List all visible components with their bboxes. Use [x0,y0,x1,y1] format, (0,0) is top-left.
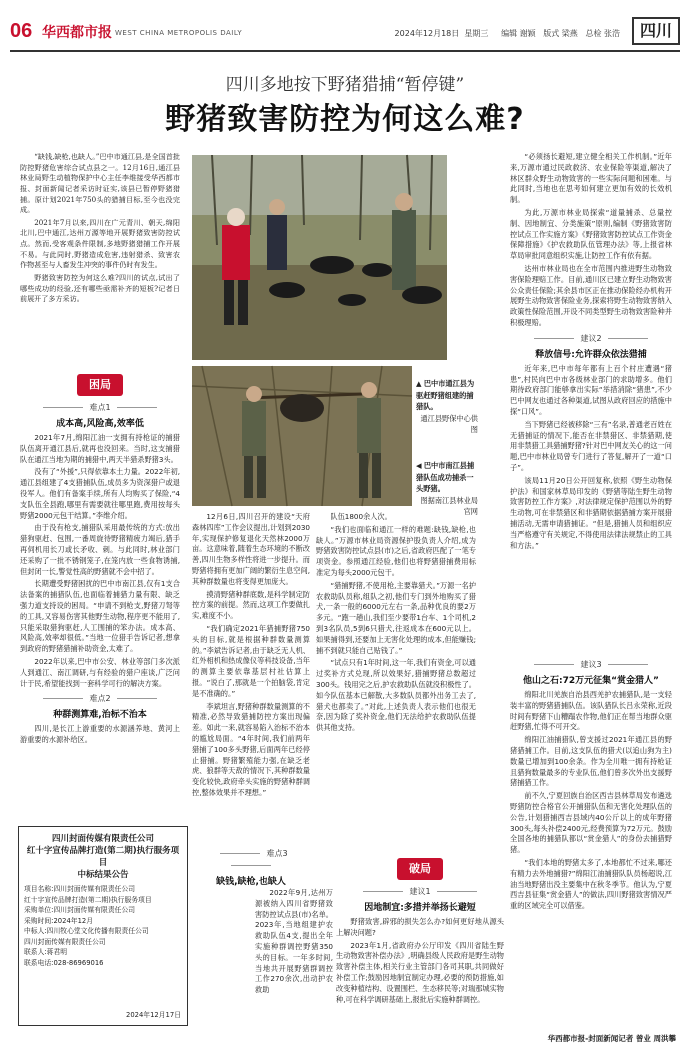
page-number: 06 [10,20,33,42]
body-paragraph: “猎捕野猪,不使用枪,主要靠猎犬。”万源一名护农救助队员称,组队之初,他们专门到外地购买了猎犬,一条一般的6000元左右一条,品种优良的要2万多元。“跑一趟山,我们至少要带1台车、1个司机,2到3名队员,5到6只猎犬,往返成本在600元以上。如果捕得到,还要加上无害化处理的成本,但能赚钱;捕不到就只能自己贴钱了。” [316,580,476,655]
body-paragraph: 2022年以来,巴中市公安、林业等部门多次派人到通江、南江调研,与有经验的猎户座谈,广泛问计于民,希望能找到一套科学可行的解决方案。 [20,656,180,688]
difficulty2-label: 难点2 [20,693,180,705]
ad-title: 红十字宣传品牌打造(第二期)执行服务项目 [26,846,180,868]
body-paragraph: 没有了“外援”,只得依靠本土力量。2022年初,通江县组建了4支猎捕队伍,成员多为资深猎户或退役军人。他们有备案手续,所有人均购买了保险,“4支队伍全县跑,哪里有需要就往哪里跑,费用按每头野猪2000元包干结算。”李维介绍。 [20,467,180,520]
brand-english: WEST CHINA METROPOLIS DAILY [115,29,243,37]
photo1-caption [416,378,478,436]
difficulty3-title: 缺钱,缺枪,也缺人 [216,877,286,887]
middle-column-narrow [255,888,333,1038]
caption-text: 巴中市南江县捕猎队伍成功捕杀一头野猪。 [416,461,475,494]
caption-marker: ◀ [416,461,422,470]
difficulty3-label: 难点3 [192,848,310,872]
body-paragraph: 绵阳江油捕猎队,曾支援过2021年通江县的野猪猎捕工作。目前,这支队伍的猎犬(以追山狗为主)数量已增加到100余条。作为全川唯一拥有持枪证且猎狗数量最多的专业队伍,他们曾多次外出支援野猪捕猎工作。 [510,735,672,788]
body-paragraph: “我们本地的野猪太多了,本地都忙不过来,哪还有精力去外地捕猎?”绵阳江油捕猎队队员杨超说,江油当地野猪出没主要集中在秋冬季节。他认为,宁夏西吉县征集“赏金猎人”的做法,四川野猪致害情况严重的区域完全可以借鉴。 [510,857,672,911]
body-paragraph: 四川,是长江上游重要的水源涵养地、黄河上游重要的水源补给区。 [20,724,180,745]
body-paragraph: 近年来,巴中市每年都有上百个村庄遭遇“猪患”,村民向巴中市各级林业部门的求助增多。他们期待政府部门能够拿出实际“举措消除“猪患”,不少巴中网友也通过各种渠道,试图从政府回应的措施中探“口风”。 [510,363,672,416]
issue-date: 2024年12月18日 [394,29,460,38]
ad-line: 采购单位:四川封面传媒有限责任公司 [24,906,136,915]
body-paragraph: 绵阳北川羌族自治县西羌护农捕猎队,是一支轻装丰富的野猪猎捕队伍。该队猎队长吕永荣称,近段时间有野猪下山糟蹋农作物,他们正在帮当地群众驱赶野猪,忙得不可开交。 [510,690,672,732]
middle-column-a [192,512,310,840]
header-meta [395,28,620,40]
body-paragraph: 达州市林业局也在全市范围内推进野生动物致害保险理赔工作。目前,通川区已建立野生动物致害公众责任保险;其余县市区正在推动保险经办机构开展野生动物致害保险业务,探索将野生动物致害纳入政策性保险范围,开设不同类型野生动物致害险种并积极理赔。 [510,263,672,327]
body-paragraph: 前不久,宁夏回族自治区西吉县林草局发布遴选野猪防控合格官公开捕猎队伍和无害化处理队伍的公告,计划猎捕西吉县域内40公斤以上的成年野猪300头,每头补偿2400元,经费预算为72万元。鼓励全国各地的捕猎队都以“赏金猎人”的身份去捕猎野猪。 [510,791,672,855]
lead-paragraph: “缺钱,缺枪,也缺人。”巴中市通江县,是全国首批防控野猪危害综合试点县之一。12月16日,通江县林业局野生动植物保护中心主任李维接受华西都市报、封面新闻记者采访时证实,该县已暂停野猪猎捕。原计划2021年750头的猎捕目标,至今也没完成。 [20,152,180,215]
ad-line: 采购时间:2024年12月 [24,916,94,925]
brand-logo: 华西都市报 [42,25,112,41]
body-paragraph: 队伍1800余人次。 [330,512,392,521]
left-column [20,368,180,823]
difficulty1-title: 成本高,风险高,效率低 [56,419,144,429]
advice3-title: 他山之石:72万元征集“赏金猎人” [523,676,659,686]
page-header [10,12,680,52]
body-paragraph: “我们也面临和通江一样的难题:缺钱,缺枪,也缺人。”万源市林业局资源保护股负责人介绍,成为野猪致害防控试点县(市)之后,省政府匹配了一笔专项资金。参照通江经验,他们也将野猪猎捕费用标准定为每头2000元包干。 [316,524,476,577]
body-paragraph: 该局11月20日公开回复称,依照《野生动物保护法》和国家林草局印发的《野猪等陆生野生动物致害防控工作方案》,对法律规定保护范围以外的野生动物,可在非禁猎区和非猎期依据猎捕方案开展猎捕活动,无需申请猎捕证。“但是,猎捕人员和组织应当严格遵守有关规定,不得使用法律法规禁止的工具和方法。” [510,475,672,550]
caption-text: 巴中市通江县为驱赶野猪组建的捕猎队。 [416,379,475,412]
body-paragraph: 12月6日,四川召开的建设“天府森林四库”工作会议提出,计划到2030年,实现保护修复退化天然林2000万亩。这意味着,随着生态环境的不断改善,四川生物多样性将进一步提升。而野猪将拥有更加广阔的繁衍生息空间,其种群数量也将变得更加庞大。 [192,512,310,586]
advice1-title: 因地制宜:多措并举扬长避短 [364,903,476,913]
ad-date: 2024年12月17日 [126,1011,181,1020]
headline: 野猪致害防控为何这么难? [165,102,525,137]
break-section [336,852,504,1042]
ad-company: 四川封面传媒有限责任公司 [51,834,154,844]
body-paragraph: “必须扬长避短,建立健全相关工作机制。”近年来,万源市通过民政救济、农业保险等渠道,解决了林区群众野生动物致害的一些实际问题和困难。与此同时,当地也在思考如何建立更加有效的长效机制。 [510,152,672,205]
section-badge-hard: 困局 [77,374,123,396]
proofreader: 总检 张浩 [585,29,620,38]
body-paragraph: 由于没有枪支,捕猎队采用最传统的方式:放出猎狗驱赶、包围,一番周旋待野猪精疲力竭后,猎手再伺机用长刀或长矛收、刺。与此同时,林业部门还采购了一批不锈钢笼子,在笼内放一些食物诱捕,但封闭一长,警觉性高的野猪就不会中招了。 [20,523,180,576]
body-paragraph: “我们确定2021年猎捕野猪750头的目标,就是根据种群数量测算的。”李斌告诉记者,由于缺乏无人机、红外相机和热成像仪等科技设备,当年的测算主要依靠基层村社估算上报。“说白了,那就是一个拍脑袋,肯定是不准确的。” [192,623,310,698]
right-column-bottom [510,655,672,1025]
lead-paragraphs [20,152,180,368]
middle-column-b [316,512,476,852]
caption-credit: 图据南江县林业局官网 [420,495,478,517]
kicker: 四川多地按下野猪猎捕“暂停键” [225,75,465,95]
byline: 华西都市报-封面新闻记者 曾业 周洪攀 [547,1034,676,1043]
body-paragraph: 2022年9月,达州万源被纳入四川省野猪致害防控试点县(市)名单。2023年,当地组建护农救助队伍4支,提出全年实施种群调控野猪350头的目标。一年多时间,当地共开展野猪群调控工作270余次,出动护农救助 [255,888,333,995]
ad-line: 中标人:四川牧心堂文化传播有限责任公司 [24,927,149,936]
caption-marker: ▲ [416,379,422,388]
tender-notice-ad [18,826,188,1026]
designer: 版式 梁燕 [543,29,578,38]
advice3-label: 建议3 [510,659,672,671]
section-badge-break: 破局 [397,858,443,880]
body-paragraph: 2023年1月,省政府办公厅印发《四川省陆生野生动物致害补偿办法》,明确县级人民政府是野生动物致害补偿主体,相关行业主管部门各司其职,共同做好补偿工作;鼓励因地制宜制定办理,必要的预防措施,如改变种植结构、设置围栏、生态移民等;对瑞那城实物种,可在科学调研基础上,报批后实施种群调控。 [336,940,504,1004]
difficulty2-title: 种群测算难,治标不治本 [53,710,147,721]
lead-paragraph: 野猪致害防控为何这么难?四川的试点,试出了哪些成功的经验,还有哪些亟需补齐的短板?记者日前展开了多方采访。 [20,273,180,304]
difficulty1-label: 难点1 [20,402,180,414]
lead-paragraph: 2021年7月以来,四川在广元青川、朝天,绵阳北川,巴中通江,达州万源等地开展野猪致害防控试点。然而,受客观条件限制,多地野猪猎捕工作开展不易。与此同时,野猪造成危害,违射猎杀、致害农作物甚至与人畜发生冲突的事件仍时有发生。 [20,217,180,270]
ad-line: 联系电话:028-86969016 [24,958,104,967]
body-paragraph: 为此,万源市林业局探索“道量捕杀、总量控制、因地制宜、分类施策”原则,编制《野猪致害防控试点工作实施方案》《野猪致害防控试点工作资金保障措施》《护农救助队伍管理办法》等,上报省林草局审批同意组织实施,让防控工作有依有据。 [510,207,672,261]
body-paragraph: 摸清野猪种群底数,是科学制定防控方案的前提。然而,这项工作要做扎实,难度不小。 [192,589,310,621]
body-paragraph: 2021年7月,绵阳江油一支拥有持枪证的捕猎队伍离开通江县后,就再也没回来。当时,这支捕猎队在通江当地为期的捕猎中,两天半猎杀野猪3头。 [20,433,180,464]
ad-line: 四川封面传媒有限责任公司 [24,937,106,946]
right-column-top [510,152,672,550]
editor: 编辑 谢颖 [501,29,536,38]
advice2-title: 释放信号:允许群众依法猎捕 [535,349,647,360]
body-paragraph: 野猪致害,辟邪的损失怎么办?如何更好地从源头上解决问题? [336,917,504,937]
region-label: 四川 [632,17,680,45]
body-paragraph: “试点只有1年时间,这一年,我们有资金,可以通过奖补方式兑现,所以效果好,猎捕野猪总数超过300头。钱用完之后,护农救助队伍就没积极性了。如今队伍基本已解散,大多数队员都外出务工去了,猎犬也都卖了。”对此,上述负责人表示他们也很无奈,因为除了奖补资金,他们无法给护农救助队伍提供其他支持。 [316,658,476,733]
body-paragraph: 长期遭受野猪困扰的巴中市南江县,仅有1支合法备案的捕猎队伍,也面临着捕猎力量有限、缺乏强力道支持设的困局。“申请不到枪支,野猪刀弩等的工具,又容易伤害其他野生动物,程序更不能用了,只能采取猎狗驱赶,人工围捕的笨办法。成本高、风险高,效率却很低。”当地一位猎手告诉记者,想拿到政府的野猪猎捕补助资金,太难了。 [20,579,180,654]
difficulty3-head [192,844,310,887]
issue-weekday: 星期三 [464,29,489,38]
advice1-label: 建议1 [336,886,504,898]
photo2-caption [416,460,478,518]
photo-hunting-team [192,155,447,360]
photo-boar-catch [192,366,412,506]
caption-credit: 通江县野保中心供图 [420,413,478,435]
ad-line: 联系人:蒋君明 [24,948,68,957]
ad-line: 红十字宣传品牌打造(第二期)执行服务项目 [24,895,152,904]
advice2-label: 建议2 [510,333,672,345]
ad-line: 项目名称:四川封面传媒有限责任公司 [24,885,136,893]
body-paragraph: 李斌坦言,野猪种群数量测算的不精准,必然导致猎捕防控方案出现偏差。如此一来,就容易陷入治标不治本的尴尬局面。“4年时间,我们前两年猎捕了100多头野猪,后面两年已经停止猎捕。野猪繁殖能力强,在缺乏老虎、狼群等天敌的情况下,其种群数量变化较快,政府牵头实施的野猪种群调控,整体效果并不理想。” [192,701,310,797]
body-paragraph: 当下野猪已经被移除“三有”名录,普通老百姓在无猎捕证的情况下,能否在非禁猎区、非禁猎期,使用非禁猎工具猎捕野猪?针对巴中网友关心的这一问题,巴中市林业局曾专门进行了答复,解开了一道“口子”。 [510,419,672,472]
ad-subtitle: 中标结果公告 [77,870,129,880]
